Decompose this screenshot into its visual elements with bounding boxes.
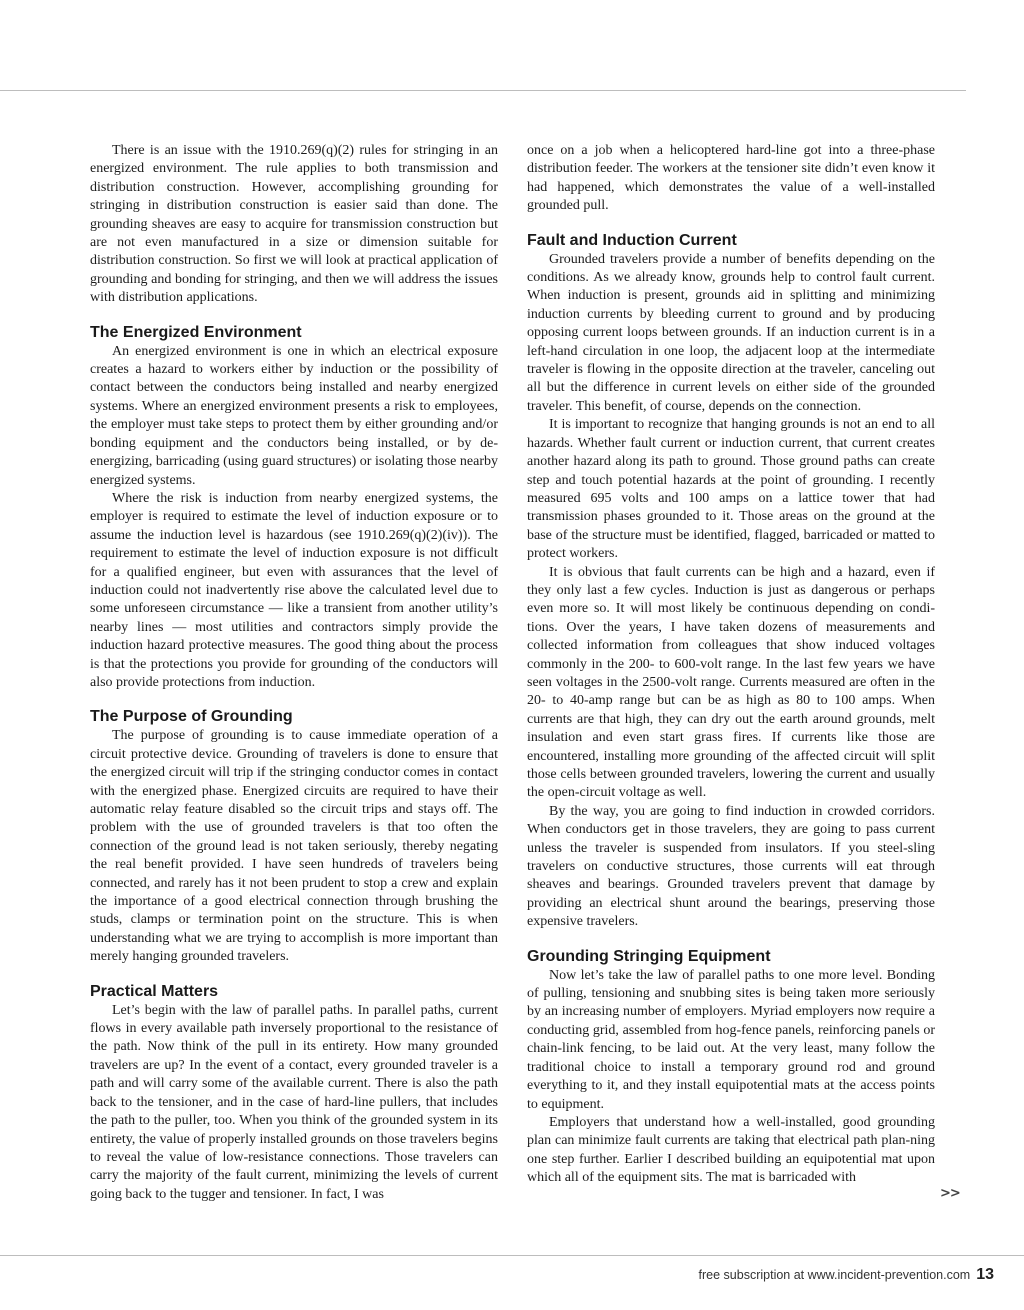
page-number: 13	[976, 1266, 994, 1283]
practical-paragraph-1: Let’s begin with the law of parallel paths. In parallel paths, current flows in every available path inversely proportional to the resistance of the path. Now think of the pull in its entirety. How many grounded travelers are up? In the event of a contact, every grounded traveler is a path and will carry some of the available current. There is also the path back to the tensioner, and in the case of hard-line pullers, that includes the path to the puller, too. When you think of the grounded system in its entirety, the value of properly installed grounds on those travelers begins to reveal the value of low-resistance connections. Those travelers can carry the majority of the fault current, minimizing the levels of current going back to the tugger and tensioner. In fact, I was	[90, 1002, 498, 1202]
fault-paragraph-3: It is obvious that fault currents can be high and a hazard, even if they only last a few cycles. Induction is just as dangerous or perhaps even more so. It will most likely be continuous depending on condi-tions. Over the years, I have taken dozens of measurements and collected information from colleagues that show induced voltages commonly in the 200- to 600-volt range. In the last few years we have seen voltages in the 2500-volt range. Currents measured are often in the 20- to 40-amp range but can be as high as 80 to 100 amps. When currents are that high, they can dry out the earth around grounds, melt insulation and even start grass fires. If currents like those are encountered, installing more grounding of the affected circuit will split those cells between grounded travelers, lowering the current and usually the open-circuit voltage as well.	[527, 564, 935, 801]
heading-fault-induction-current: Fault and Induction Current	[527, 231, 737, 249]
fault-paragraph-2: It is important to recognize that hanging grounds is not an end to all hazards. Whether fault current or induction current, that current creates another hazard along its path to ground. Those ground paths can create step and touch potential hazards at the point of grounding. I recently measured 695 volts and 100 amps on a lattice tower that had transmission phases grounded to it. Those areas on the ground at the base of the structure must be identified, flagged, barricaded or matted to protect workers.	[527, 417, 935, 562]
purpose-paragraph-1: The purpose of grounding is to cause immediate operation of a circuit protective device. Grounding of travelers is done to ensure that the energized circuit will trip if the stringing conductor comes in contact with the energized phase. Energized circuits are required to have their automatic relay feature disabled so the circuit trips and stays off. The problem with the use of grounded travelers is that too often the connection of the ground lead is not taken seriously, thereby negating the real benefit provided. I have seen hundreds of travelers being connected, and rarely has it not been prudent to stop a crew and explain the importance of a good electrical connection through brushing the studs, clamps or termination point on the structure. This is when understanding what we are trying to accomplish is more important than merely hanging grounded travelers.	[90, 728, 498, 965]
page-footer	[699, 1266, 994, 1284]
energized-paragraph-1: An energized environment is one in which an electrical exposure creates a hazard to workers either by induction or the possibility of contact between the conductors being installed and nearby energized systems. Where an energized environment presents a risk to employees, the employer must take steps to protect them by either grounding and/or bonding equipment and the conductors being installed, or by de-energizing, barricading (using guard structures) or isolating those nearby energized systems.	[90, 343, 498, 488]
fault-paragraph-4: By the way, you are going to find induction in crowded corridors. When conductors get in those travelers, they are going to pass current unless the traveler is suspended from insulators. If you steel-sling travelers on conductive structures, those currents will eat through sheaves and bearings. Grounded travelers prevent that damage by providing an electrical shunt around the bearings, preserving those expensive travelers.	[527, 803, 935, 930]
right-column	[527, 142, 935, 1188]
left-column	[90, 142, 498, 1204]
heading-purpose-of-grounding: The Purpose of Grounding	[90, 708, 293, 726]
intro-paragraph: There is an issue with the 1910.269(q)(2) rules for stringing in an energized environment. The rule applies to both transmission and distribution construction. However, accomplishing grounding for stringing in distribution construction is easier said than done. The grounding sheaves are easy to acquire for transmission construction but are not even manufactured in a size or dimension suitable for distribution construction. So first we will look at practical application of grounding and bonding for stringing, and then we will address the issues with distribution applications.	[90, 143, 498, 306]
equipment-paragraph-1: Now let’s take the law of parallel paths to one more level. Bonding of pulling, tensioning and snubbing sites is being taken more seriously by an increasing number of employers. Myriad employers now require a conducting grid, assembled from hog-fence panels, reinforcing panels or chain-link fencing, to be laid out. At the very least, many follow the traditional choice to install a temporary ground rod and ground everything to it, and they install equipotential mats at the access points to equipment.	[527, 967, 935, 1112]
energized-paragraph-2: Where the risk is induction from nearby energized systems, the employer is required to estimate the level of induction exposure or to assume the induction level is hazardous (see 1910.269(q)(2)(iv)). The requirement to estimate the level of induction exposure is not difficult for a qualified engineer, but even with assurances that the level of induction could not inadvertently rise above the calculated level due to some unforeseen circumstance — like a transient from another utility’s nearby lines — most utilities and contractors simply provide the induction hazard protective measures. The good thing about the process is that the protections you provide for grounding of the conductors will also provide protections from induction.	[90, 490, 498, 690]
top-divider	[0, 90, 966, 91]
subscription-link[interactable]: free subscription at www.incident-prevention.com	[698, 1268, 971, 1282]
heading-practical-matters: Practical Matters	[90, 982, 219, 1000]
continue-arrow-icon: >>	[940, 1186, 960, 1201]
fault-paragraph-1: Grounded travelers provide a number of benefits depending on the conditions. As we already know, grounds help to control fault current. When induction is present, grounds aid in splitting and minimizing induction currents by bleeding current to ground and by producing opposing current loops between grounds. If an induction current is in a left-hand circulation in one loop, the adjacent loop at the intermediate traveler is flowing in the opposite direction at the traveler, canceling out all but the difference in current levels on either side of the grounded traveler. This benefit, of course, depends on the connection.	[527, 251, 935, 414]
bottom-divider	[0, 1255, 1024, 1256]
continued-paragraph: once on a job when a helicoptered hard-line got into a three-phase distribution feeder. The workers at the tensioner site didn’t even know it had happened, which demonstrates the value of a well-installed grounded pull.	[527, 143, 935, 214]
heading-grounding-stringing-equipment: Grounding Stringing Equipment	[527, 947, 771, 965]
equipment-paragraph-2: Employers that understand how a well-installed, good grounding plan can minimize fault currents are taking that electrical path plan-ning one step further. Earlier I described building an equipotential mat upon which all of the equipment sits. The mat is barricaded with	[527, 1114, 935, 1186]
heading-energized-environment: The Energized Environment	[90, 323, 302, 341]
